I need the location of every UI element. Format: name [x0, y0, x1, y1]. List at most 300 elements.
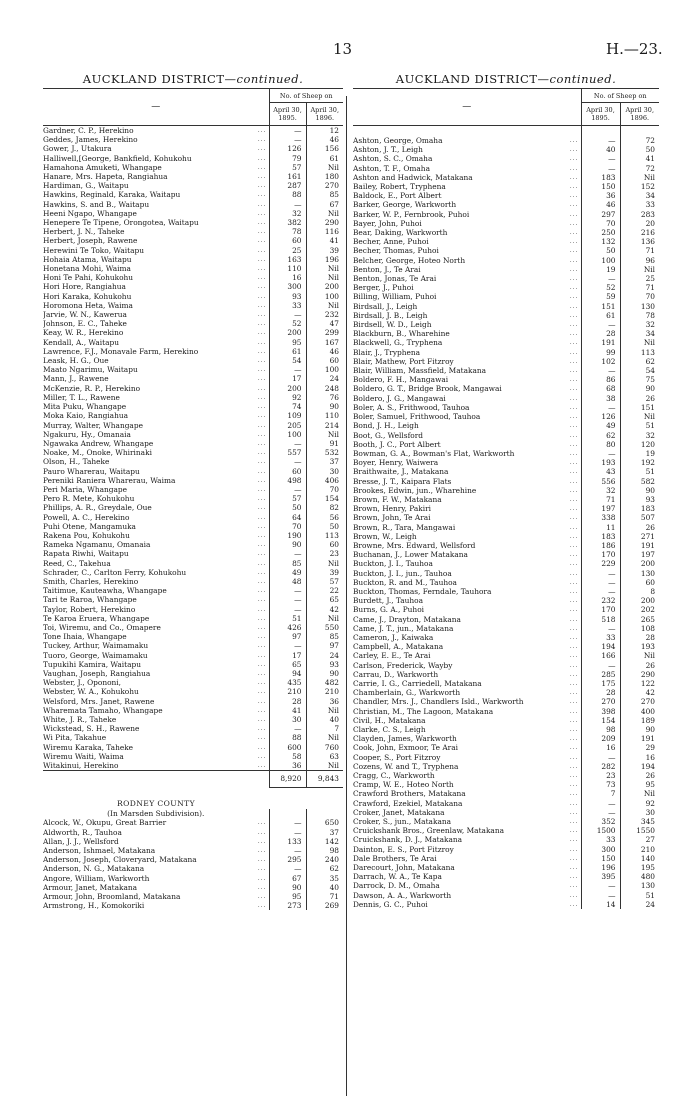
owner-name: Berger, J., Puhoi: [353, 283, 414, 293]
sheep-1895: 28: [581, 688, 620, 697]
owner-name: Hori Hore, Rangiahua: [43, 282, 126, 292]
table-row: [353, 863, 659, 872]
sheep-1895: 210: [269, 687, 306, 696]
owner-name: Maato Ngarimu, Waitapu: [43, 365, 138, 375]
sheep-1896: 507: [620, 513, 659, 522]
sheep-1896: 154: [306, 494, 343, 503]
owner-name: Cruickshank Bros., Greenlaw, Matakana: [353, 826, 504, 836]
table-row: [353, 219, 659, 228]
table-row: [43, 697, 343, 706]
sheep-1895: 94: [269, 669, 306, 678]
sheep-1895: —: [269, 595, 306, 604]
leader-dots: ...: [257, 642, 267, 650]
sheep-1896: 32: [620, 431, 659, 440]
owner-name: Puhi Otene, Mangamuka: [43, 521, 136, 531]
owner-name: Honi Te Pahi, Kohukohu: [43, 273, 134, 283]
leader-dots: ...: [569, 587, 579, 595]
sheep-1896: 26: [620, 394, 659, 403]
owner-name: Boot, G., Wellsford: [353, 430, 424, 440]
sheep-1896: 197: [620, 550, 659, 559]
leader-dots: ...: [257, 568, 267, 576]
sheep-1896: 70: [306, 485, 343, 494]
owner-name: Came, J. T., jun., Matakana: [353, 623, 454, 633]
sheep-1896: 200: [306, 282, 343, 291]
table-row: [353, 633, 659, 642]
table-row: [353, 136, 659, 145]
table-row: [353, 891, 659, 900]
owner-name: Came, J., Drayton, Matakana: [353, 614, 461, 624]
sheep-1896: 71: [620, 283, 659, 292]
sheep-1895: 60: [269, 236, 306, 245]
owner-name: Bowman, G. A., Bowman's Flat, Warkworth: [353, 448, 515, 458]
sheep-1895: —: [581, 366, 620, 375]
sheep-1896: 54: [620, 366, 659, 375]
leader-dots: ...: [569, 403, 579, 411]
leader-dots: ...: [569, 422, 579, 430]
table-row: [43, 651, 343, 660]
owner-name: Darecourt, John, Matakana: [353, 863, 455, 873]
leader-dots: ...: [569, 679, 579, 687]
owner-name: Smith, Charles, Herekino: [43, 576, 139, 586]
owner-name: Pero R. Mete, Kohukohu: [43, 494, 135, 504]
table-row: [43, 411, 343, 420]
leader-dots: ...: [257, 669, 267, 677]
leader-dots: ...: [569, 873, 579, 881]
sheep-1895: 352: [581, 817, 620, 826]
leader-dots: ...: [569, 615, 579, 623]
sheep-1895: 197: [581, 504, 620, 513]
sheep-1895: 126: [269, 144, 306, 153]
table-row: [43, 577, 343, 586]
sheep-1895: 110: [269, 264, 306, 273]
table-row: [43, 384, 343, 393]
sheep-1896: 110: [306, 411, 343, 420]
sheep-1895: —: [581, 136, 620, 145]
owner-name: Kendall, A., Waitapu: [43, 337, 119, 347]
table-row: [43, 883, 343, 892]
leader-dots: ...: [257, 559, 267, 567]
sheep-1896: 60: [306, 356, 343, 365]
sheep-1895: 60: [269, 467, 306, 476]
sheep-1895: —: [269, 365, 306, 374]
sheep-1895: 186: [581, 541, 620, 550]
leader-dots: ...: [257, 430, 267, 438]
sheep-1895: 556: [581, 477, 620, 486]
table-row: [43, 236, 343, 245]
sheep-1896: 269: [306, 901, 343, 910]
owner-name: Herbert, Joseph, Rawene: [43, 236, 138, 246]
table-row: [43, 485, 343, 494]
owner-name: Dainton, E. S., Port Fitzroy: [353, 844, 454, 854]
leader-dots: ...: [257, 697, 267, 705]
leader-dots: ...: [569, 238, 579, 246]
table-row: [43, 503, 343, 512]
sheep-1895: 28: [269, 697, 306, 706]
leader-dots: ...: [569, 818, 579, 826]
sheep-1896: 95: [620, 780, 659, 789]
table-row: [353, 320, 659, 329]
sheep-1895: —: [581, 569, 620, 578]
right-sheep-table: [353, 88, 659, 909]
sheep-1896: 151: [620, 403, 659, 412]
sheep-1896: 290: [306, 218, 343, 227]
owner-name: Cozens, W. and T., Tryphena: [353, 761, 459, 771]
owner-name: Peri Maria, Whangape: [43, 484, 127, 494]
table-row: [43, 855, 343, 864]
sheep-1895: 200: [269, 328, 306, 337]
sheep-1896: 195: [620, 863, 659, 872]
sheep-1895: 170: [581, 605, 620, 614]
sheep-1896: 65: [306, 595, 343, 604]
table-row: [43, 678, 343, 687]
sheep-1896: 167: [306, 338, 343, 347]
table-row: [353, 780, 659, 789]
sheep-1896: 19: [620, 449, 659, 458]
name-column-header: —: [353, 89, 581, 126]
owner-name: Moka Kaio, Rangiahua: [43, 411, 129, 421]
sheep-1895: —: [269, 126, 306, 136]
sheep-1896: 41: [306, 236, 343, 245]
table-row: [353, 587, 659, 596]
sheep-1895: 52: [269, 319, 306, 328]
document-reference: H.—23.: [606, 40, 663, 58]
leader-dots: ...: [257, 228, 267, 236]
sheep-1895: 102: [581, 357, 620, 366]
sheep-1896: 62: [306, 864, 343, 873]
leader-dots: ...: [257, 577, 267, 585]
leader-dots: ...: [569, 578, 579, 586]
leader-dots: ...: [257, 550, 267, 558]
table-row: [353, 569, 659, 578]
sheep-1896: 35: [306, 874, 343, 883]
owner-name: Horomona Heta, Waima: [43, 300, 133, 310]
leader-dots: ...: [569, 900, 579, 908]
owner-name: Benton, Jonas, Te Arai: [353, 274, 437, 284]
table-row: [353, 513, 659, 522]
owner-name: Tone Ihaia, Whangape: [43, 632, 127, 642]
page-number: 13: [333, 40, 353, 58]
leader-dots: ...: [569, 864, 579, 872]
leader-dots: ...: [569, 753, 579, 761]
table-row: [43, 837, 343, 846]
sheep-1895: 16: [581, 743, 620, 752]
sheep-1896: 130: [620, 569, 659, 578]
sheep-1895: 194: [581, 642, 620, 651]
sheep-1895: 150: [581, 854, 620, 863]
sheep-1896: 100: [306, 365, 343, 374]
leader-dots: ...: [257, 329, 267, 337]
sheep-1895: 161: [269, 172, 306, 181]
leader-dots: ...: [257, 865, 267, 873]
table-row: [353, 808, 659, 817]
sheep-1895: 61: [581, 311, 620, 320]
leader-dots: ...: [257, 706, 267, 714]
table-row: [353, 357, 659, 366]
county-title: RODNEY COUNTY: [116, 799, 195, 809]
sheep-1896: 26: [620, 771, 659, 780]
sheep-1895: —: [269, 549, 306, 558]
sheep-1895: 151: [581, 302, 620, 311]
leader-dots: ...: [569, 624, 579, 632]
table-row: [353, 283, 659, 292]
table-row: [353, 200, 659, 209]
table-row: [43, 586, 343, 595]
table-row: [353, 799, 659, 808]
sheep-1896: 60: [620, 578, 659, 587]
sheep-1895: 287: [269, 181, 306, 190]
leader-dots: ...: [569, 357, 579, 365]
leader-dots: ...: [257, 209, 267, 217]
table-row: [353, 449, 659, 458]
sheep-1896: 16: [620, 753, 659, 762]
sheep-1896: 480: [620, 872, 659, 881]
leader-dots: ...: [257, 660, 267, 668]
sheep-1896: 1550: [620, 826, 659, 835]
sheep-1895: 79: [269, 154, 306, 163]
table-row: [353, 835, 659, 844]
table-row: [353, 164, 659, 173]
leader-dots: ...: [257, 651, 267, 659]
owner-name: Brown, John, Te Arai: [353, 513, 431, 523]
owner-name: Halliwell,[George, Bankfield, Kohukohu: [43, 153, 192, 163]
sheep-1896: 56: [306, 513, 343, 522]
sheep-1896: 37: [306, 828, 343, 837]
owner-name: Gower, J., Utakura: [43, 144, 112, 154]
sheep-1896: Nil: [306, 614, 343, 623]
owner-name: Buchanan, J., Lower Matakana: [353, 550, 468, 560]
sheep-1895: 92: [269, 393, 306, 402]
table-row: [353, 154, 659, 163]
leader-dots: ...: [569, 164, 579, 172]
table-row: [43, 172, 343, 181]
leader-dots: ...: [569, 799, 579, 807]
table-row: [353, 477, 659, 486]
sheep-1895: 250: [581, 228, 620, 237]
leader-dots: ...: [569, 514, 579, 522]
owner-name: Becher, Anne, Puhoi: [353, 237, 429, 247]
left-district-title: [43, 72, 343, 88]
leader-dots: ...: [257, 255, 267, 263]
right-table-body: [353, 126, 659, 910]
owner-name: Pauro Wharerau, Waitapu: [43, 466, 140, 476]
sheep-count-group-header: No. of Sheep on: [581, 89, 659, 103]
table-row: [353, 532, 659, 541]
sheep-1895: —: [581, 320, 620, 329]
sheep-1895: 395: [581, 872, 620, 881]
owner-name: Hamahona Amuketi, Whangape: [43, 162, 162, 172]
leader-dots: ...: [257, 311, 267, 319]
leader-dots: ...: [257, 716, 267, 723]
table-row: [353, 697, 659, 706]
owner-name: Civil, H., Matakana: [353, 715, 426, 725]
leader-dots: ...: [569, 468, 579, 476]
sheep-1896: 39: [306, 568, 343, 577]
owner-name: Croker, Janet, Matakana: [353, 807, 445, 817]
sheep-1896: 100: [306, 292, 343, 301]
sheep-1895: 498: [269, 476, 306, 485]
sheep-1896: 51: [620, 891, 659, 900]
sheep-1895: 67: [269, 874, 306, 883]
sheep-1895: 133: [269, 837, 306, 846]
owner-name: Vaughan, Joseph, Rangiahua: [43, 668, 151, 678]
leader-dots: ...: [257, 467, 267, 475]
owner-name: Mann, J., Rawene: [43, 374, 109, 384]
leader-dots: ...: [257, 513, 267, 521]
leader-dots: ...: [257, 605, 267, 613]
sheep-1895: 282: [581, 762, 620, 771]
owner-name: Wiremu Karaka, Taheke: [43, 742, 134, 752]
sheep-1896: 299: [306, 328, 343, 337]
leader-dots: ...: [569, 339, 579, 347]
sheep-1896: 51: [620, 467, 659, 476]
sheep-1896: 136: [620, 237, 659, 246]
sheep-1895: —: [269, 457, 306, 466]
leader-dots: ...: [257, 384, 267, 392]
sheep-1896: 85: [306, 190, 343, 199]
owner-name: Powell, A. C., Herekino: [43, 512, 130, 522]
leader-dots: ...: [257, 614, 267, 622]
table-row: [43, 393, 343, 402]
leader-dots: ...: [257, 283, 267, 291]
owner-name: Crawford Brothers, Matakana: [353, 789, 466, 799]
sheep-1896: 25: [620, 274, 659, 283]
sheep-1895: 64: [269, 513, 306, 522]
leader-dots: ...: [257, 847, 267, 855]
sheep-1896: 113: [306, 531, 343, 540]
leader-dots: ...: [569, 256, 579, 264]
owner-name: Blackburn, B., Wharehine: [353, 329, 450, 339]
right-column: [353, 72, 659, 909]
leader-dots: ...: [257, 274, 267, 282]
table-row: [353, 651, 659, 660]
table-row: [353, 734, 659, 743]
left-title-continued: —continued.: [224, 72, 304, 86]
sheep-1895: 88: [269, 733, 306, 742]
sheep-1896: 78: [620, 311, 659, 320]
table-row: [43, 227, 343, 236]
sheep-1895: 70: [269, 522, 306, 531]
table-row: [43, 476, 343, 485]
sheep-1896: 193: [620, 642, 659, 651]
table-row: [353, 256, 659, 265]
sheep-1896: 93: [620, 495, 659, 504]
sheep-1895: 17: [269, 374, 306, 383]
sheep-1896: 271: [620, 532, 659, 541]
sheep-1895: 196: [581, 863, 620, 872]
sheep-1896: 283: [620, 210, 659, 219]
owner-name: Ashton, T. F., Omaha: [353, 163, 430, 173]
leader-dots: ...: [257, 762, 267, 770]
table-row: [43, 374, 343, 383]
leader-dots: ...: [569, 183, 579, 191]
owner-name: Te Karoa Eruera, Whangape: [43, 613, 150, 623]
sheep-1895: 132: [581, 237, 620, 246]
leader-dots: ...: [257, 688, 267, 696]
sheep-1895: —: [581, 799, 620, 808]
sheep-1896: 108: [620, 624, 659, 633]
table-row: [353, 845, 659, 854]
leader-dots: ...: [569, 394, 579, 402]
sheep-1896: 28: [620, 633, 659, 642]
sheep-1895: 200: [269, 384, 306, 393]
owner-name: Brookes, Edwin, jun., Wharehine: [353, 485, 477, 495]
owner-name: Welsford, Mrs. Janet, Rawene: [43, 696, 155, 706]
owner-name: Angore, William, Warkworth: [43, 873, 150, 883]
leader-dots: ...: [569, 551, 579, 559]
owner-name: Booth, J. C., Port Albert: [353, 439, 441, 449]
sheep-1895: 65: [269, 660, 306, 669]
owner-name: Taitimue, Kauteawha, Whangape: [43, 586, 167, 596]
sheep-1895: 50: [269, 503, 306, 512]
leader-dots: ...: [569, 459, 579, 467]
owner-name: Cragg, C., Warkworth: [353, 771, 435, 781]
sheep-1895: —: [581, 403, 620, 412]
sheep-1895: 90: [269, 540, 306, 549]
table-row: [353, 541, 659, 550]
sheep-1896: 40: [306, 883, 343, 892]
sheep-1895: 48: [269, 577, 306, 586]
leader-dots: ...: [569, 229, 579, 237]
table-row: [43, 687, 343, 696]
leader-dots: ...: [569, 854, 579, 862]
owner-name: Carrie, I. G., Carriedell, Matakana: [353, 678, 482, 688]
sheep-1895: 28: [581, 329, 620, 338]
sheep-1895: —: [269, 200, 306, 209]
sheep-1895: 270: [581, 697, 620, 706]
leader-dots: ...: [569, 735, 579, 743]
sheep-1896: 92: [620, 799, 659, 808]
sheep-1896: 20: [620, 219, 659, 228]
sheep-1896: 75: [620, 375, 659, 384]
owner-name: Boler, A. S., Frithwood, Tauhoa: [353, 402, 470, 412]
owner-name: Barker, George, Warkworth: [353, 200, 457, 210]
table-row: [43, 605, 343, 614]
owner-name: Tari te Raroa, Whangape: [43, 595, 137, 605]
owner-name: Blair, J., Tryphena: [353, 347, 421, 357]
sheep-1895: 11: [581, 523, 620, 532]
sheep-1896: 96: [620, 256, 659, 265]
sheep-1896: 214: [306, 421, 343, 430]
table-row: [43, 818, 343, 827]
table-row: [43, 513, 343, 522]
owner-name: Clarke, C. S., Leigh: [353, 725, 426, 734]
leader-dots: ...: [569, 284, 579, 292]
owner-name: Carrau, D., Warkworth: [353, 669, 439, 679]
leader-dots: ...: [257, 504, 267, 512]
leader-dots: ...: [569, 293, 579, 301]
table-row: [43, 292, 343, 301]
owner-name: McKenzie, R. P., Herekino: [43, 383, 141, 393]
leader-dots: ...: [569, 486, 579, 494]
table-row: [353, 670, 659, 679]
sheep-1896: 191: [620, 734, 659, 743]
sheep-1896: Nil: [306, 706, 343, 715]
table-row: [353, 900, 659, 909]
leader-dots: ...: [257, 837, 267, 845]
sheep-1896: 210: [306, 687, 343, 696]
leader-dots: ...: [569, 201, 579, 209]
owner-name: Tuckey, Arthur, Waimamaku: [43, 641, 149, 651]
sheep-1896: 90: [620, 486, 659, 495]
sheep-1895: 126: [581, 412, 620, 421]
leader-dots: ...: [569, 845, 579, 853]
col-1896-header: April 30, 1896.: [306, 103, 343, 126]
sheep-1896: 50: [306, 522, 343, 531]
sheep-1896: Nil: [306, 559, 343, 568]
sheep-1895: 57: [269, 163, 306, 172]
sheep-1895: 518: [581, 615, 620, 624]
sheep-1895: 300: [269, 282, 306, 291]
